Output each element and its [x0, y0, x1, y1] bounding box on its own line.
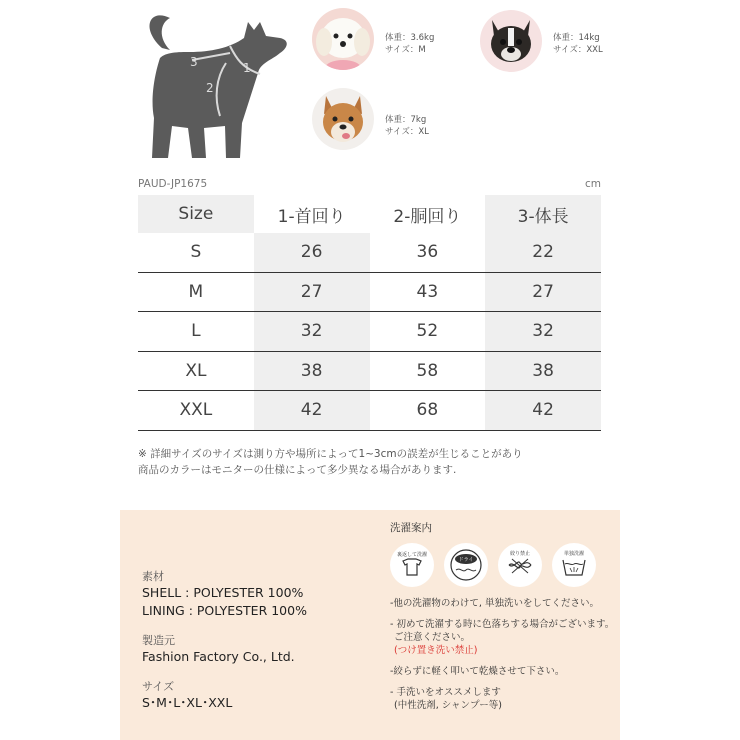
size-cell: L [138, 312, 254, 352]
neck-cell: 42 [254, 391, 370, 431]
length-cell: 32 [485, 312, 601, 352]
care-item-2 [390, 618, 620, 657]
product-code: PAUD-JP1675 [138, 178, 208, 190]
size-chart-table [138, 195, 601, 431]
marker-2: 2 [206, 81, 214, 95]
care-section [390, 520, 620, 720]
svg-text:単独洗濯: 単独洗濯 [563, 551, 585, 557]
care-item-2-line-1: - 初めて洗濯する時に色落ちする場合がございます。 [390, 619, 615, 630]
chest-cell: 43 [370, 272, 486, 312]
pet-size: サイズ：XL [385, 127, 429, 137]
size-cell: XXL [138, 391, 254, 431]
chest-cell: 68 [370, 391, 486, 431]
no-wring-icon [498, 543, 542, 587]
care-item-4-line-2: (中性洗剤, シャンプー等) [394, 700, 502, 711]
table-row [138, 272, 601, 312]
pet-info-3 [385, 114, 429, 138]
maker-name: Fashion Factory Co., Ltd. [142, 649, 295, 664]
pet-size: サイズ：XXL [553, 45, 603, 55]
size-label: サイズ [142, 680, 175, 693]
column-header-chest: 2-胴回り [370, 195, 486, 233]
unit-label: cm [585, 178, 602, 190]
care-item-3: -絞らずに軽く叩いて乾燥させて下さい。 [390, 666, 565, 677]
care-item-2-line-2: ご注意ください。 [394, 632, 471, 643]
note-line-1: ※ 詳細サイズのサイズは測り方や場所によって1~3cmの誤差が生じることがあり [138, 448, 523, 460]
table-row [138, 351, 601, 391]
wash-inside-out-icon [390, 543, 434, 587]
svg-text:絞り禁止: 絞り禁止 [509, 551, 531, 557]
size-cell: S [138, 233, 254, 272]
care-icons-row [390, 543, 620, 587]
table-row [138, 233, 601, 272]
column-header-length: 3-体長 [485, 195, 601, 233]
dog-measurement-diagram [130, 8, 295, 163]
dry-clean-icon [444, 543, 488, 587]
materials-section [142, 560, 372, 712]
lining-material: LINING : POLYESTER 100% [142, 603, 307, 618]
chest-cell: 36 [370, 233, 486, 272]
shiba-photo [312, 88, 374, 150]
pet-weight: 体重：7kg [385, 115, 427, 125]
neck-cell: 26 [254, 233, 370, 272]
note-line-2: 商品のカラーはモニターの仕様によって多少異なる場合があります. [138, 464, 457, 476]
table-header-row [138, 195, 601, 233]
length-cell: 38 [485, 351, 601, 391]
available-sizes: S･M･L･XL･XXL [142, 695, 233, 710]
pet-size: サイズ：M [385, 45, 426, 55]
length-cell: 42 [485, 391, 601, 431]
care-item-2-warning: (つけ置き洗い禁止) [394, 645, 478, 656]
care-item-4 [390, 686, 620, 712]
pet-info-1 [385, 32, 434, 56]
material-label: 素材 [142, 570, 164, 583]
neck-cell: 27 [254, 272, 370, 312]
chest-cell: 58 [370, 351, 486, 391]
care-instructions [390, 597, 620, 712]
maker-label: 製造元 [142, 634, 175, 647]
length-cell: 22 [485, 233, 601, 272]
table-row [138, 312, 601, 352]
size-cell: M [138, 272, 254, 312]
neck-cell: 32 [254, 312, 370, 352]
care-title: 洗濯案内 [390, 522, 432, 534]
pet-weight: 体重：14kg [553, 33, 600, 43]
marker-1: 1 [243, 61, 251, 75]
hand-wash-icon [552, 543, 596, 587]
svg-text:ドライ: ドライ [458, 557, 474, 563]
pet-weight: 体重：3.6kg [385, 33, 435, 43]
length-cell: 27 [485, 272, 601, 312]
column-header-size: Size [138, 195, 254, 233]
care-item-4-line-1: - 手洗いをオススメします [390, 687, 501, 698]
french-bulldog-photo [480, 10, 542, 72]
table-row [138, 391, 601, 431]
neck-cell: 38 [254, 351, 370, 391]
care-item-1: -他の洗濯物のわけて, 単独洗いをしてください。 [390, 598, 599, 609]
size-cell: XL [138, 351, 254, 391]
product-info-panel [120, 510, 620, 740]
pet-info-2 [553, 32, 603, 56]
marker-3: 3 [190, 55, 198, 69]
maltese-photo [312, 8, 374, 70]
svg-text:裏返して洗濯: 裏返して洗濯 [396, 552, 428, 558]
shell-material: SHELL : POLYESTER 100% [142, 585, 304, 600]
column-header-neck: 1-首回り [254, 195, 370, 233]
chest-cell: 52 [370, 312, 486, 352]
measurement-note [138, 446, 523, 478]
